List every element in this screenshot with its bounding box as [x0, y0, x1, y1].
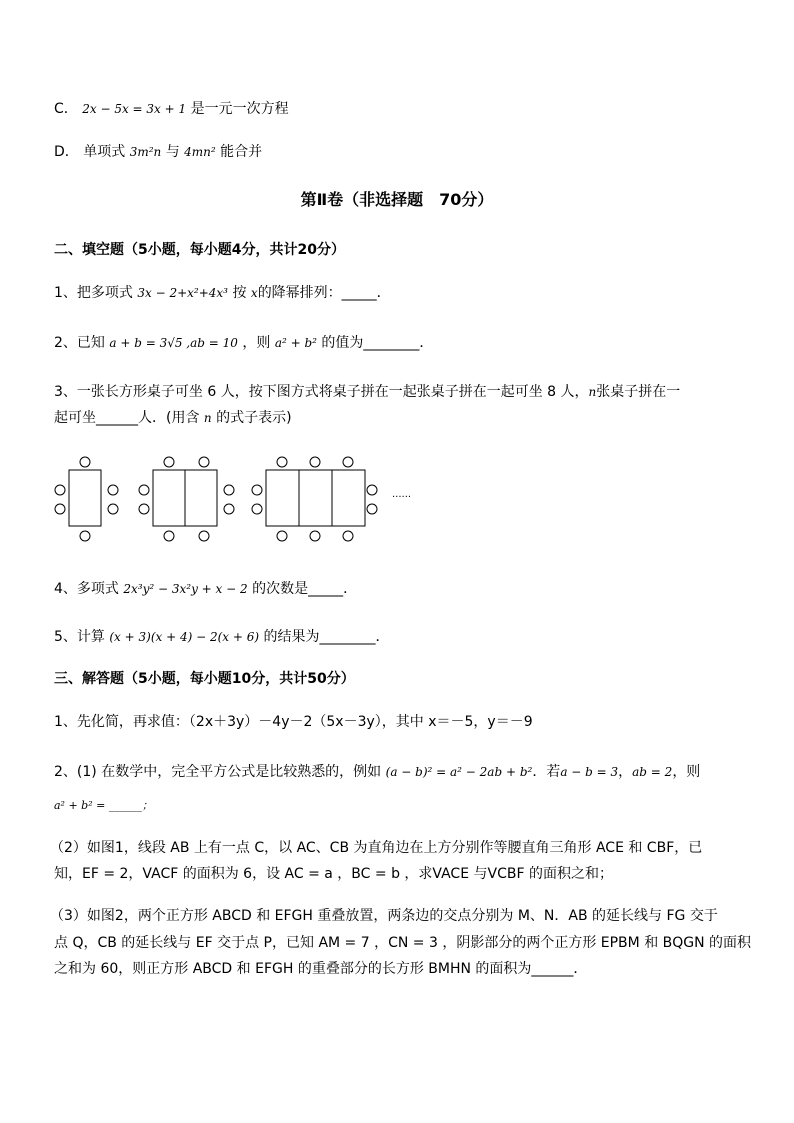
fill-q2-post: 的值为________．: [321, 335, 434, 351]
seat: [55, 485, 65, 495]
fill-q1-post: 的降幂排列：_____．: [257, 285, 391, 301]
seat: [252, 485, 262, 495]
option-c: [54, 99, 289, 119]
seat: [55, 504, 65, 514]
seat: [108, 504, 118, 514]
seat: [310, 531, 320, 541]
fill-q3-line1-post: 张桌子拼在一: [596, 384, 681, 400]
answer-q1: 1、先化简，再求值：（2x＋3y）－4y－2（5x－3y），其中 x＝－5，y＝－9: [54, 714, 533, 730]
seat: [139, 504, 149, 514]
fill-q1: [54, 283, 391, 303]
answer-q2-p3-line3: 之和为 60，则正方形 ABCD 和 EFGH 的重叠部分的长方形 BMHN 的面积为______．: [54, 961, 588, 977]
seat: [199, 457, 209, 467]
fill-q4: [54, 579, 357, 599]
fill-q5-math: (x + 3)(x + 4) − 2(x + 6): [109, 630, 260, 644]
seat: [224, 485, 234, 495]
fill-q5: [54, 627, 390, 647]
answer-section-heading: 三、解答题（5小题，每小题10分，共计50分）: [54, 671, 355, 687]
seat: [277, 531, 287, 541]
seat: [343, 457, 353, 467]
option-c-text: 是一元一次方程: [190, 101, 289, 117]
fill-q3-n: n: [588, 385, 597, 399]
seat: [343, 531, 353, 541]
fill-q1-mid: 按: [232, 285, 247, 301]
fill-q3-n-2: n: [203, 411, 212, 425]
answer-q2-p3-line1: （3）如图2，两个正方形 ABCD 和 EFGH 重叠放置，两条边的交点分别为 M、N．AB 的延长线与 FG 交于: [50, 908, 718, 924]
seat: [224, 504, 234, 514]
tables-figure: [50, 450, 440, 550]
answer-q2-line1-post: ，则: [672, 764, 701, 780]
fill-q2-math2: a² + b²: [274, 336, 317, 350]
seat: [80, 457, 90, 467]
fill-q2-mid: ，则: [242, 335, 271, 351]
table-3: [266, 470, 365, 526]
fill-q1-pre: 1、把多项式: [54, 285, 133, 301]
fill-q3-line2-pre: 起可坐______人．(用含: [54, 410, 200, 426]
option-d: [54, 142, 262, 162]
seat: [164, 531, 174, 541]
answer-q2-line1-math: (a − b)² = a² − 2ab + b²: [385, 765, 533, 779]
fill-q3-line1: [54, 382, 680, 402]
seat: [139, 485, 149, 495]
answer-q2-line1-sep: ，: [618, 764, 633, 780]
answer-q2-p2-line1: （2）如图1，线段 AB 上有一点 C，以 AC、CB 为直角边在上方分别作等腰直角三角形 ACE 和 CBF，已: [50, 840, 703, 856]
seat: [199, 531, 209, 541]
seat: [80, 531, 90, 541]
part2-title: 第Ⅱ卷（非选择题 70分）: [300, 190, 494, 209]
fill-q4-math: 2x³y² − 3x²y + x − 2: [123, 582, 248, 596]
fill-q2-pre: 2、已知: [54, 335, 105, 351]
seat: [310, 457, 320, 467]
option-d-text-post: 能合并: [220, 144, 263, 160]
seat: [164, 457, 174, 467]
fill-q3-line2: [54, 408, 292, 428]
option-d-text-pre: 单项式: [83, 144, 126, 160]
answer-q2-line1-mid: ．若: [532, 764, 561, 780]
answer-q2-line2: a² + b² = ______；: [54, 799, 153, 812]
fill-q3-line2-post: 的式子表示): [216, 410, 292, 426]
fill-q1-math: 3x − 2+x²+4x³: [137, 286, 228, 300]
seat: [252, 504, 262, 514]
seat: [367, 504, 377, 514]
answer-q2-line1-pre: 2、(1) 在数学中，完全平方公式是比较熟悉的，例如: [54, 764, 382, 780]
option-c-math: 2x − 5x = 3x + 1: [82, 102, 187, 116]
fill-q5-post: 的结果为________．: [263, 629, 390, 645]
option-d-label: D．: [54, 144, 79, 160]
fill-q4-post: 的次数是_____．: [252, 581, 358, 597]
seat: [277, 457, 287, 467]
fill-q3-line1-pre: 3、一张长方形桌子可坐 6 人，按下图方式将桌子拼在一起张桌子拼在一起可坐 8 人，: [54, 384, 589, 400]
fill-section-heading: 二、填空题（5小题，每小题4分，共计20分）: [54, 242, 345, 258]
table-1: [69, 470, 101, 526]
fill-q2: [54, 333, 433, 353]
option-c-label: C．: [54, 101, 78, 117]
option-d-math1: 3m²n: [129, 145, 162, 159]
answer-q2-p3-line2: 点 Q，CB 的延长线与 EF 交于点 P，已知 AM = 7 ，CN = 3 ，阴影部分的两个正方形 EPBM 和 BQGN 的面积: [54, 935, 752, 951]
fill-q2-math: a + b = 3√5 ,ab = 10: [109, 336, 238, 350]
answer-q2-line1-math3: ab = 2: [632, 765, 673, 779]
seat: [367, 485, 377, 495]
fill-q5-pre: 5、计算: [54, 629, 105, 645]
answer-q2-p2-line2: 知，EF = 2，VACF 的面积为 6，设 AC = a ，BC = b ，求VACE 与VCBF 的面积之和；: [54, 866, 613, 882]
answer-q2-line1-math2: a − b = 3: [560, 765, 619, 779]
fill-q1-var: x: [250, 286, 258, 300]
option-d-math2: 4mn²: [184, 145, 216, 159]
option-d-mid: 与: [165, 144, 180, 160]
fill-q4-pre: 4、多项式: [54, 581, 119, 597]
seat: [108, 485, 118, 495]
answer-q2-line1: [54, 762, 700, 782]
ellipsis: ······: [392, 492, 412, 503]
